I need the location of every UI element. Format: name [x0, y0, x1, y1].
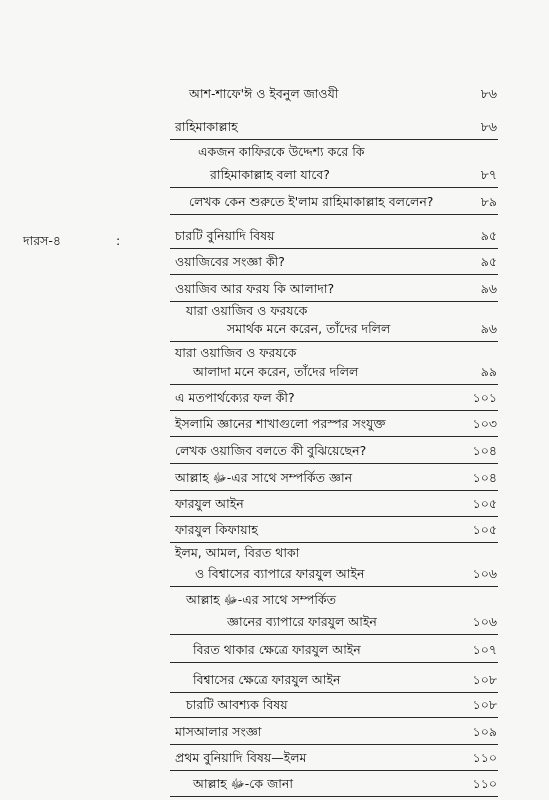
toc-entry-page-number: ১১০: [472, 776, 497, 791]
toc-entry-title: ইসলামি জ্ঞানের শাখাগুলো পরস্পর সংযুক্ত: [175, 416, 386, 431]
toc-entry: [0, 542, 549, 564]
toc-entry-page-number: ১০৫: [472, 496, 497, 511]
toc-entry: [0, 639, 549, 661]
toc-entry-divider: [170, 717, 498, 718]
toc-entry-page-number: ১০৯: [472, 724, 497, 739]
toc-entry-page-number: ৯৫: [480, 254, 497, 269]
toc-entry-page-number: ৯৬: [480, 281, 497, 296]
toc-entry: [0, 563, 549, 585]
toc-entry-title: প্রথম বুনিয়াদি বিষয়—ইলম: [175, 750, 307, 765]
toc-entry-page-number: ৮৬: [480, 86, 497, 101]
toc-entry: [0, 413, 549, 435]
toc-entry: [0, 747, 549, 769]
toc-entry-title: একজন কাফিরকে উদ্দেশ্য করে কি: [198, 144, 365, 159]
toc-entry: [0, 721, 549, 743]
toc-entry: [0, 467, 549, 489]
toc-entry-page-number: ১০১: [472, 390, 497, 405]
toc-entry-divider: [170, 586, 498, 587]
toc-entry-title: ওয়াজিব আর ফরয কি আলাদা?: [175, 281, 335, 296]
toc-entry-divider: [170, 770, 498, 771]
toc-entry-page-number: ৯৯: [480, 364, 497, 379]
toc-entry: [0, 251, 549, 273]
toc-entry-title: লেখক ওয়াজিব বলতে কী বুঝিয়েছেন?: [175, 443, 367, 458]
toc-entry-title: মাসআলার সংজ্ঞা: [175, 724, 262, 739]
toc-entry-divider: [170, 187, 498, 188]
toc-entry-page-number: ১০৫: [472, 522, 497, 537]
toc-entry-title: এ মতপার্থক্যের ফল কী?: [175, 390, 295, 405]
toc-entry-title: সমার্থক মনে করেন, তাঁদের দলিল: [227, 321, 391, 336]
toc-entry-page-number: ১০৩: [472, 416, 497, 431]
toc-entry-title: রাহিমাকাল্লাহ বলা যাবে?: [210, 167, 330, 182]
toc-entry-title: আলাদা মনে করেন, তাঁদের দলিল: [193, 364, 359, 379]
toc-entry-page-number: ১০৬: [472, 566, 497, 581]
toc-entry: [0, 83, 549, 105]
toc-entry-divider: [170, 692, 498, 693]
toc-entry: [0, 278, 549, 300]
toc-entry: [0, 164, 549, 186]
toc-entry-divider: [170, 214, 498, 215]
toc-entry-page-number: ১০৬: [472, 614, 497, 629]
toc-entry-title: জ্ঞানের ব্যাপারে ফারযুল আইন: [227, 614, 377, 629]
toc-entry-title: লেখক কেন শুরুতে ই'লাম রাহিমাকাল্লাহ বললেন?: [189, 194, 434, 209]
toc-entry-title: বিশ্বাসের ক্ষেত্রে ফারযুল আইন: [193, 672, 341, 687]
toc-entry: [0, 694, 549, 716]
toc-entry-title: আল্লাহ ﷻ-এর সাথে সম্পর্কিত: [186, 592, 337, 607]
toc-entry-page-number: ৯৫: [480, 228, 497, 243]
toc-entry: [0, 519, 549, 541]
toc-entry-divider: [170, 634, 498, 635]
toc-entry-divider: [170, 744, 498, 745]
toc-entry: [0, 225, 549, 247]
toc-entry: [0, 611, 549, 633]
toc-entry-divider: [170, 410, 498, 411]
toc-entry-title: বিরত থাকার ক্ষেত্রে ফারযুল আইন: [193, 642, 361, 657]
toc-entry-title: চারটি বুনিয়াদি বিষয়: [175, 228, 275, 243]
toc-entry: [0, 361, 549, 383]
toc-entry: [0, 669, 549, 691]
toc-entry: [0, 387, 549, 409]
toc-entry-page-number: ১০৪: [472, 443, 497, 458]
chapter-label: দারস-৪: [23, 233, 61, 248]
toc-entry-title: যারা ওয়াজিব ও ফরযকে: [175, 345, 297, 360]
toc-entry-page-number: ৮৯: [480, 194, 497, 209]
toc-entry-divider: [170, 139, 498, 140]
toc-entry-divider: [170, 796, 498, 797]
toc-entry-title: রাহিমাকাল্লাহ: [175, 119, 238, 134]
toc-entry-title: ওয়াজিবের সংজ্ঞা কী?: [175, 254, 285, 269]
toc-entry-divider: [170, 662, 498, 663]
chapter-colon: :: [116, 233, 121, 248]
toc-entry: [0, 191, 549, 213]
toc-entry-title: ফারযুল কিফায়াহ: [175, 522, 258, 537]
toc-entry: [0, 440, 549, 462]
toc-entry-page-number: ১০৭: [472, 642, 497, 657]
toc-entry-title: আশ-শাফে'ঈ ও ইবনুল জাওযী: [189, 86, 339, 101]
toc-entry-divider: [170, 490, 498, 491]
toc-entry: [0, 116, 549, 138]
toc-entry: [0, 589, 549, 611]
toc-entry-divider: [170, 463, 498, 464]
toc-entry-title: চারটি আবশ্যক বিষয়: [186, 697, 288, 712]
toc-entry-title: ফারযুল আইন: [175, 496, 244, 511]
toc-entry-page-number: ১০৮: [472, 697, 497, 712]
toc-entry-title: ও বিশ্বাসের ব্যাপারে ফারযুল আইন: [195, 566, 365, 581]
toc-entry-page-number: ৮৬: [480, 119, 497, 134]
toc-entry-page-number: ১১০: [472, 750, 497, 765]
toc-entry-divider: [170, 436, 498, 437]
toc-entry-divider: [170, 248, 498, 249]
toc-entry-title: যারা ওয়াজিব ও ফরযকে: [186, 303, 308, 318]
toc-entry-title: আল্লাহ ﷻ-কে জানা: [193, 776, 293, 791]
toc-entry-divider: [170, 274, 498, 275]
toc-entry-title: আল্লাহ ﷻ-এর সাথে সম্পর্কিত জ্ঞান: [175, 470, 353, 485]
toc-entry: [0, 318, 549, 340]
toc-entry-page-number: ৯৬: [480, 321, 497, 336]
toc-entry-title: ইলম, আমল, বিরত থাকা: [175, 545, 300, 560]
toc-entry: [0, 141, 549, 163]
toc-entry-page-number: ১০৪: [472, 470, 497, 485]
toc-entry-divider: [170, 516, 498, 517]
toc-entry-page-number: ৮৭: [480, 167, 497, 182]
toc-entry-page-number: ১০৮: [472, 672, 497, 687]
toc-entry: [0, 773, 549, 795]
toc-entry-divider: [170, 384, 498, 385]
toc-entry: [0, 493, 549, 515]
